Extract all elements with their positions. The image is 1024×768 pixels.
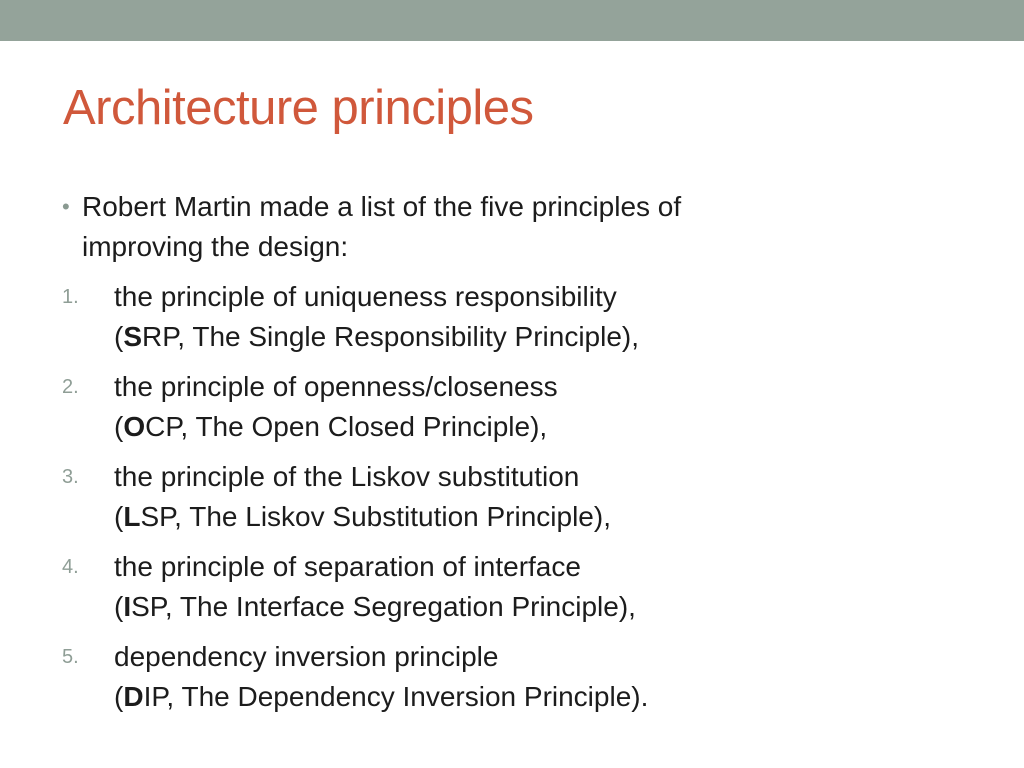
open-paren: ( [114,411,124,442]
item-number: 5. [62,646,79,668]
abbreviation-letter: D [123,681,144,712]
principle-description: dependency inversion principle [114,641,499,672]
abbreviation-letter: L [123,501,141,532]
open-paren: ( [114,501,124,532]
principle-body [114,457,962,537]
item-number: 3. [62,466,79,488]
principle-body [114,367,962,447]
slide-title: Architecture principles [63,81,534,135]
principles-list [62,277,962,717]
principle-body [114,547,962,627]
slide-content [62,187,962,727]
bullet-icon: • [62,194,70,219]
principle-item-dip [62,637,962,717]
principle-description: the principle of uniqueness responsibility [114,281,617,312]
principle-description: the principle of separation of interface [114,551,581,582]
abbreviation-rest: SP, The Liskov Substitution Principle), [140,501,611,532]
abbreviation-rest: RP, The Single Responsibility Principle), [142,321,640,352]
principle-item-isp [62,547,962,627]
abbreviation-letter: O [123,411,146,442]
intro-text [82,187,962,267]
principle-abbreviation [114,317,962,357]
abbreviation-letter: S [123,321,143,352]
slide-top-bar [0,0,1024,41]
principle-abbreviation [114,677,962,717]
open-paren: ( [114,591,124,622]
item-number: 1. [62,286,79,308]
item-number: 4. [62,556,79,578]
abbreviation-rest: SP, The Interface Segregation Principle), [131,591,636,622]
principle-body [114,277,962,357]
open-paren: ( [114,681,124,712]
principle-item-lsp [62,457,962,537]
intro-text-line-1: Robert Martin made a list of the five principles of [82,191,682,222]
item-number: 2. [62,376,79,398]
principle-description: the principle of openness/closeness [114,371,558,402]
open-paren: ( [114,321,124,352]
abbreviation-rest: IP, The Dependency Inversion Principle). [143,681,649,712]
principle-item-srp [62,277,962,357]
principle-abbreviation [114,497,962,537]
principle-abbreviation [114,587,962,627]
abbreviation-rest: CP, The Open Closed Principle), [145,411,548,442]
principle-item-ocp [62,367,962,447]
principle-body [114,637,962,717]
abbreviation-letter: I [123,591,132,622]
principle-description: the principle of the Liskov substitution [114,461,580,492]
principle-abbreviation [114,407,962,447]
intro-bullet [62,187,962,267]
intro-text-line-2: improving the design: [82,231,349,262]
